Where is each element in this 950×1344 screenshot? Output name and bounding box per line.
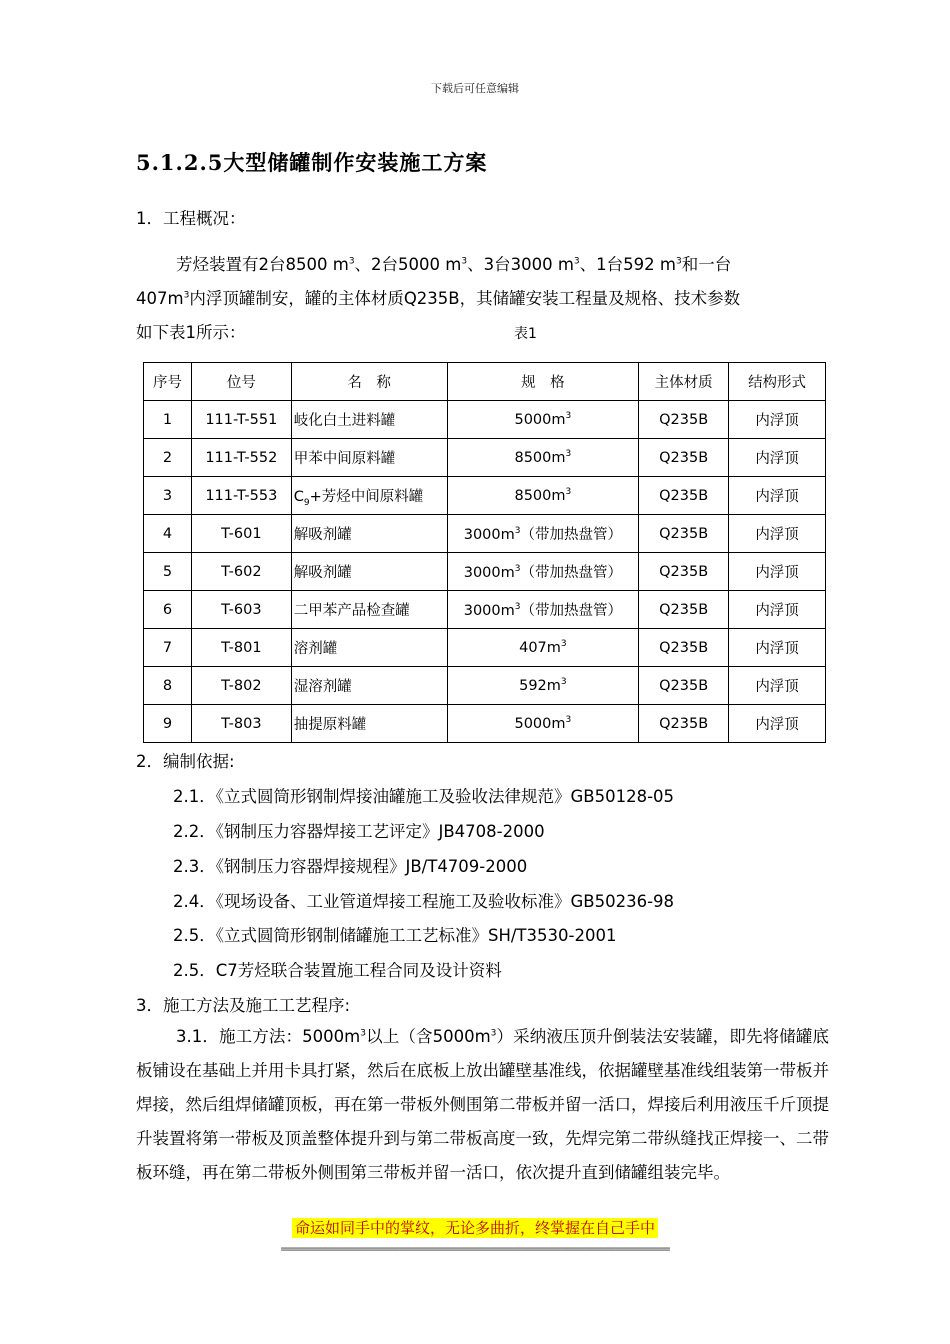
table-row: 7 T-801 溶剂罐 $407m^3$ Q235B 内浮顶 bbox=[144, 629, 826, 667]
reference-item: 2.4．《现场设备、工业管道焊接工程施工及验收标准》GB50236-98 bbox=[173, 892, 675, 911]
table-header-row bbox=[144, 363, 826, 401]
reference-item: 2.3．《钢制压力容器焊接规程》JB/T4709-2000 bbox=[173, 857, 528, 876]
method-paragraph: 3.1．施工方法：$5000m^3$以上（含$5000m^3$）采纳液压顶升倒装法安装罐，即先将储罐底板铺设在基础上并用卡具打紧，然后在底板上放出罐壁基准线，依据罐壁基准线组装第一带板并焊接，然后组焊储罐顶板，再在第一带板外侧围第二带板并留一活口，焊接后利用液压千斤顶提升装置将第一带板及顶盖整体提升到与第二带板高度一致，先焊完第二带纵缝找正焊接一、二带板环缝，再在第二带板外侧围第三带板并留一活口，依次提升直到储罐组装完毕。 bbox=[136, 1027, 829, 1182]
overview-paragraph: 芳烃装置有2台8500 $m^3$、2台5000 $m^3$、3台3000 $m^3$、1台592 $m^3$和一台 $407m^3$内浮顶罐制安，罐的主体材质Q235B，其储罐安装工程量及规格、技术参数 如下表1所示： bbox=[136, 255, 741, 342]
section-title: 5.1.2.5大型储罐制作安装施工方案 bbox=[136, 150, 488, 175]
section-1-heading: 1．工程概况： bbox=[136, 209, 246, 228]
reference-item: 2.2．《钢制压力容器焊接工艺评定》JB4708-2000 bbox=[173, 822, 545, 841]
header-no: 序号 bbox=[144, 363, 192, 401]
reference-item: 2.1．《立式圆筒形钢制焊接油罐施工及验收法律规范》GB50128-05 bbox=[173, 787, 675, 806]
table-row: 3 111-T-553 $C_9+$芳烃中间原料罐 $8500m^3$ Q235B 内浮顶 bbox=[144, 477, 826, 515]
header-note: 下载后可任意编辑 bbox=[431, 82, 519, 95]
section-2-heading: 2．编制依据: bbox=[136, 752, 235, 771]
header-spec: 规 格 bbox=[447, 363, 639, 401]
table-row: 9 T-803 抽提原料罐 $5000m^3$ Q235B 内浮顶 bbox=[144, 705, 826, 743]
header-tag: 位号 bbox=[191, 363, 291, 401]
table-row: 5 T-602 解吸剂罐 $3000m^3$（带加热盘管） Q235B 内浮顶 bbox=[144, 553, 826, 591]
reference-item: 2.5．《立式圆筒形钢制储罐施工工艺标准》SH/T3530-2001 bbox=[173, 926, 617, 945]
footer-motto: 命运如同手中的掌纹，无论多曲折，终掌握在自己手中 bbox=[0, 1217, 950, 1238]
table-row: 2 111-T-552 甲苯中间原料罐 $8500m^3$ Q235B 内浮顶 bbox=[144, 439, 826, 477]
table-row: 6 T-603 二甲苯产品检查罐 $3000m^3$（带加热盘管） Q235B 内浮顶 bbox=[144, 591, 826, 629]
header-structure: 结构形式 bbox=[729, 363, 826, 401]
header-name: 名 称 bbox=[291, 363, 447, 401]
table-row: 1 111-T-551 岐化白土进料罐 $5000m^3$ Q235B 内浮顶 bbox=[144, 401, 826, 439]
section-3-heading: 3．施工方法及施工工艺程序: bbox=[136, 996, 351, 1015]
reference-item: 2.5．C7芳烃联合装置施工程合同及设计资料 bbox=[173, 961, 502, 980]
tank-spec-table bbox=[143, 362, 826, 743]
footer-divider: =============================================================================== bbox=[280, 1244, 670, 1255]
header-material: 主体材质 bbox=[639, 363, 729, 401]
table-row: 4 T-601 解吸剂罐 $3000m^3$（带加热盘管） Q235B 内浮顶 bbox=[144, 515, 826, 553]
table-caption: 表1 bbox=[514, 326, 537, 342]
table-row: 8 T-802 湿溶剂罐 $592m^3$ Q235B 内浮顶 bbox=[144, 667, 826, 705]
